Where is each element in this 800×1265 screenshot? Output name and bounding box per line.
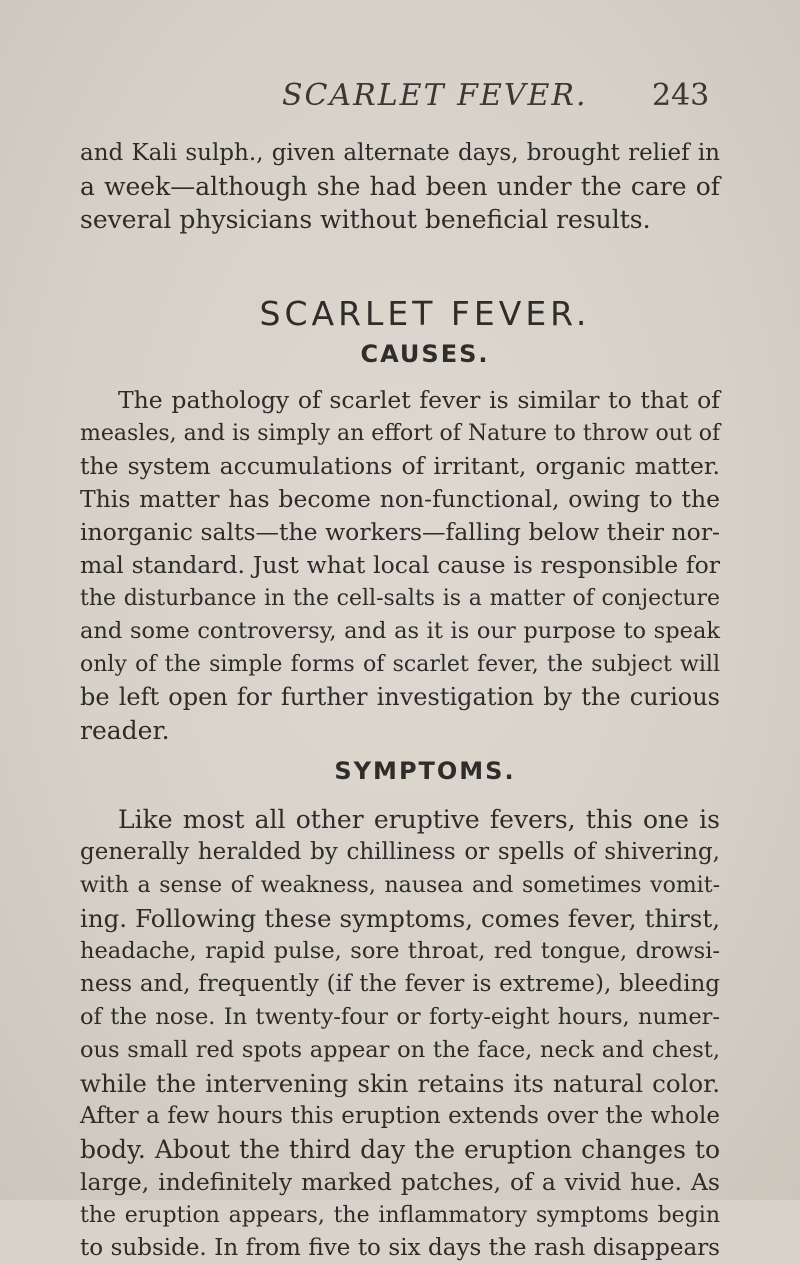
text-line: with a sense of weakness, nausea and sometimes vomit- [80, 873, 720, 898]
symptoms-heading: SYMPTOMS. [334, 757, 516, 785]
text-line: the eruption appears, the inflammatory symptoms begin [80, 1203, 720, 1228]
running-head [0, 78, 800, 118]
text-line: measles, and is simply an effort of Nature to throw out of [80, 421, 721, 446]
intro-paragraph [80, 137, 720, 236]
text-line: a week—although she had been under the care of [80, 172, 720, 201]
text-line: be left open for further investigation by the curious [80, 683, 720, 711]
body-text [80, 137, 720, 1265]
page-number: 243 [652, 78, 710, 113]
text-line: ness and, frequently (if the fever is extreme), bleeding [80, 971, 720, 997]
text-line: Like most all other eruptive fevers, this one is [118, 805, 720, 834]
section-title: SCARLET FEVER. [259, 294, 591, 333]
text-line: After a few hours this eruption extends over the whole [80, 1103, 720, 1129]
running-title: SCARLET FEVER. [282, 78, 588, 113]
text-line: the system accumulations of irritant, organic matter. [80, 452, 720, 480]
text-line: The pathology of scarlet fever is similar to that of [118, 386, 720, 414]
text-line: reader. [80, 716, 170, 745]
text-line: headache, rapid pulse, sore throat, red tongue, drowsi- [80, 938, 720, 964]
text-line: several physicians without beneficial results. [80, 205, 651, 234]
text-line: mal standard. Just what local cause is responsible for [80, 551, 720, 579]
text-line: to subside. In from five to six days the rash disappears [80, 1235, 720, 1261]
symptoms-paragraph [80, 803, 720, 1265]
text-line: large, indefinitely marked patches, of a vivid hue. As [80, 1168, 720, 1196]
causes-heading: CAUSES. [360, 340, 490, 368]
text-line: body. About the third day the eruption changes to [80, 1135, 720, 1164]
text-line: ous small red spots appear on the face, neck and chest, [80, 1037, 720, 1063]
text-line: ing. Following these symptoms, comes fever, thirst, [80, 904, 720, 933]
text-line: inorganic salts—the workers—falling below their nor- [80, 518, 720, 546]
causes-paragraph [80, 384, 720, 747]
text-line: and some controversy, and as it is our purpose to speak [80, 618, 720, 644]
text-line: of the nose. In twenty-four or forty-eight hours, numer- [80, 1004, 720, 1030]
text-line: and Kali sulph., given alternate days, brought relief in [80, 140, 720, 166]
text-line: the disturbance in the cell-salts is a matter of conjecture [80, 586, 720, 611]
text-line: only of the simple forms of scarlet fever, the subject will [80, 652, 720, 677]
text-line: while the intervening skin retains its natural color. [80, 1069, 720, 1098]
text-line: generally heralded by chilliness or spells of shivering, [80, 839, 720, 865]
text-line: This matter has become non-functional, owing to the [80, 485, 720, 513]
